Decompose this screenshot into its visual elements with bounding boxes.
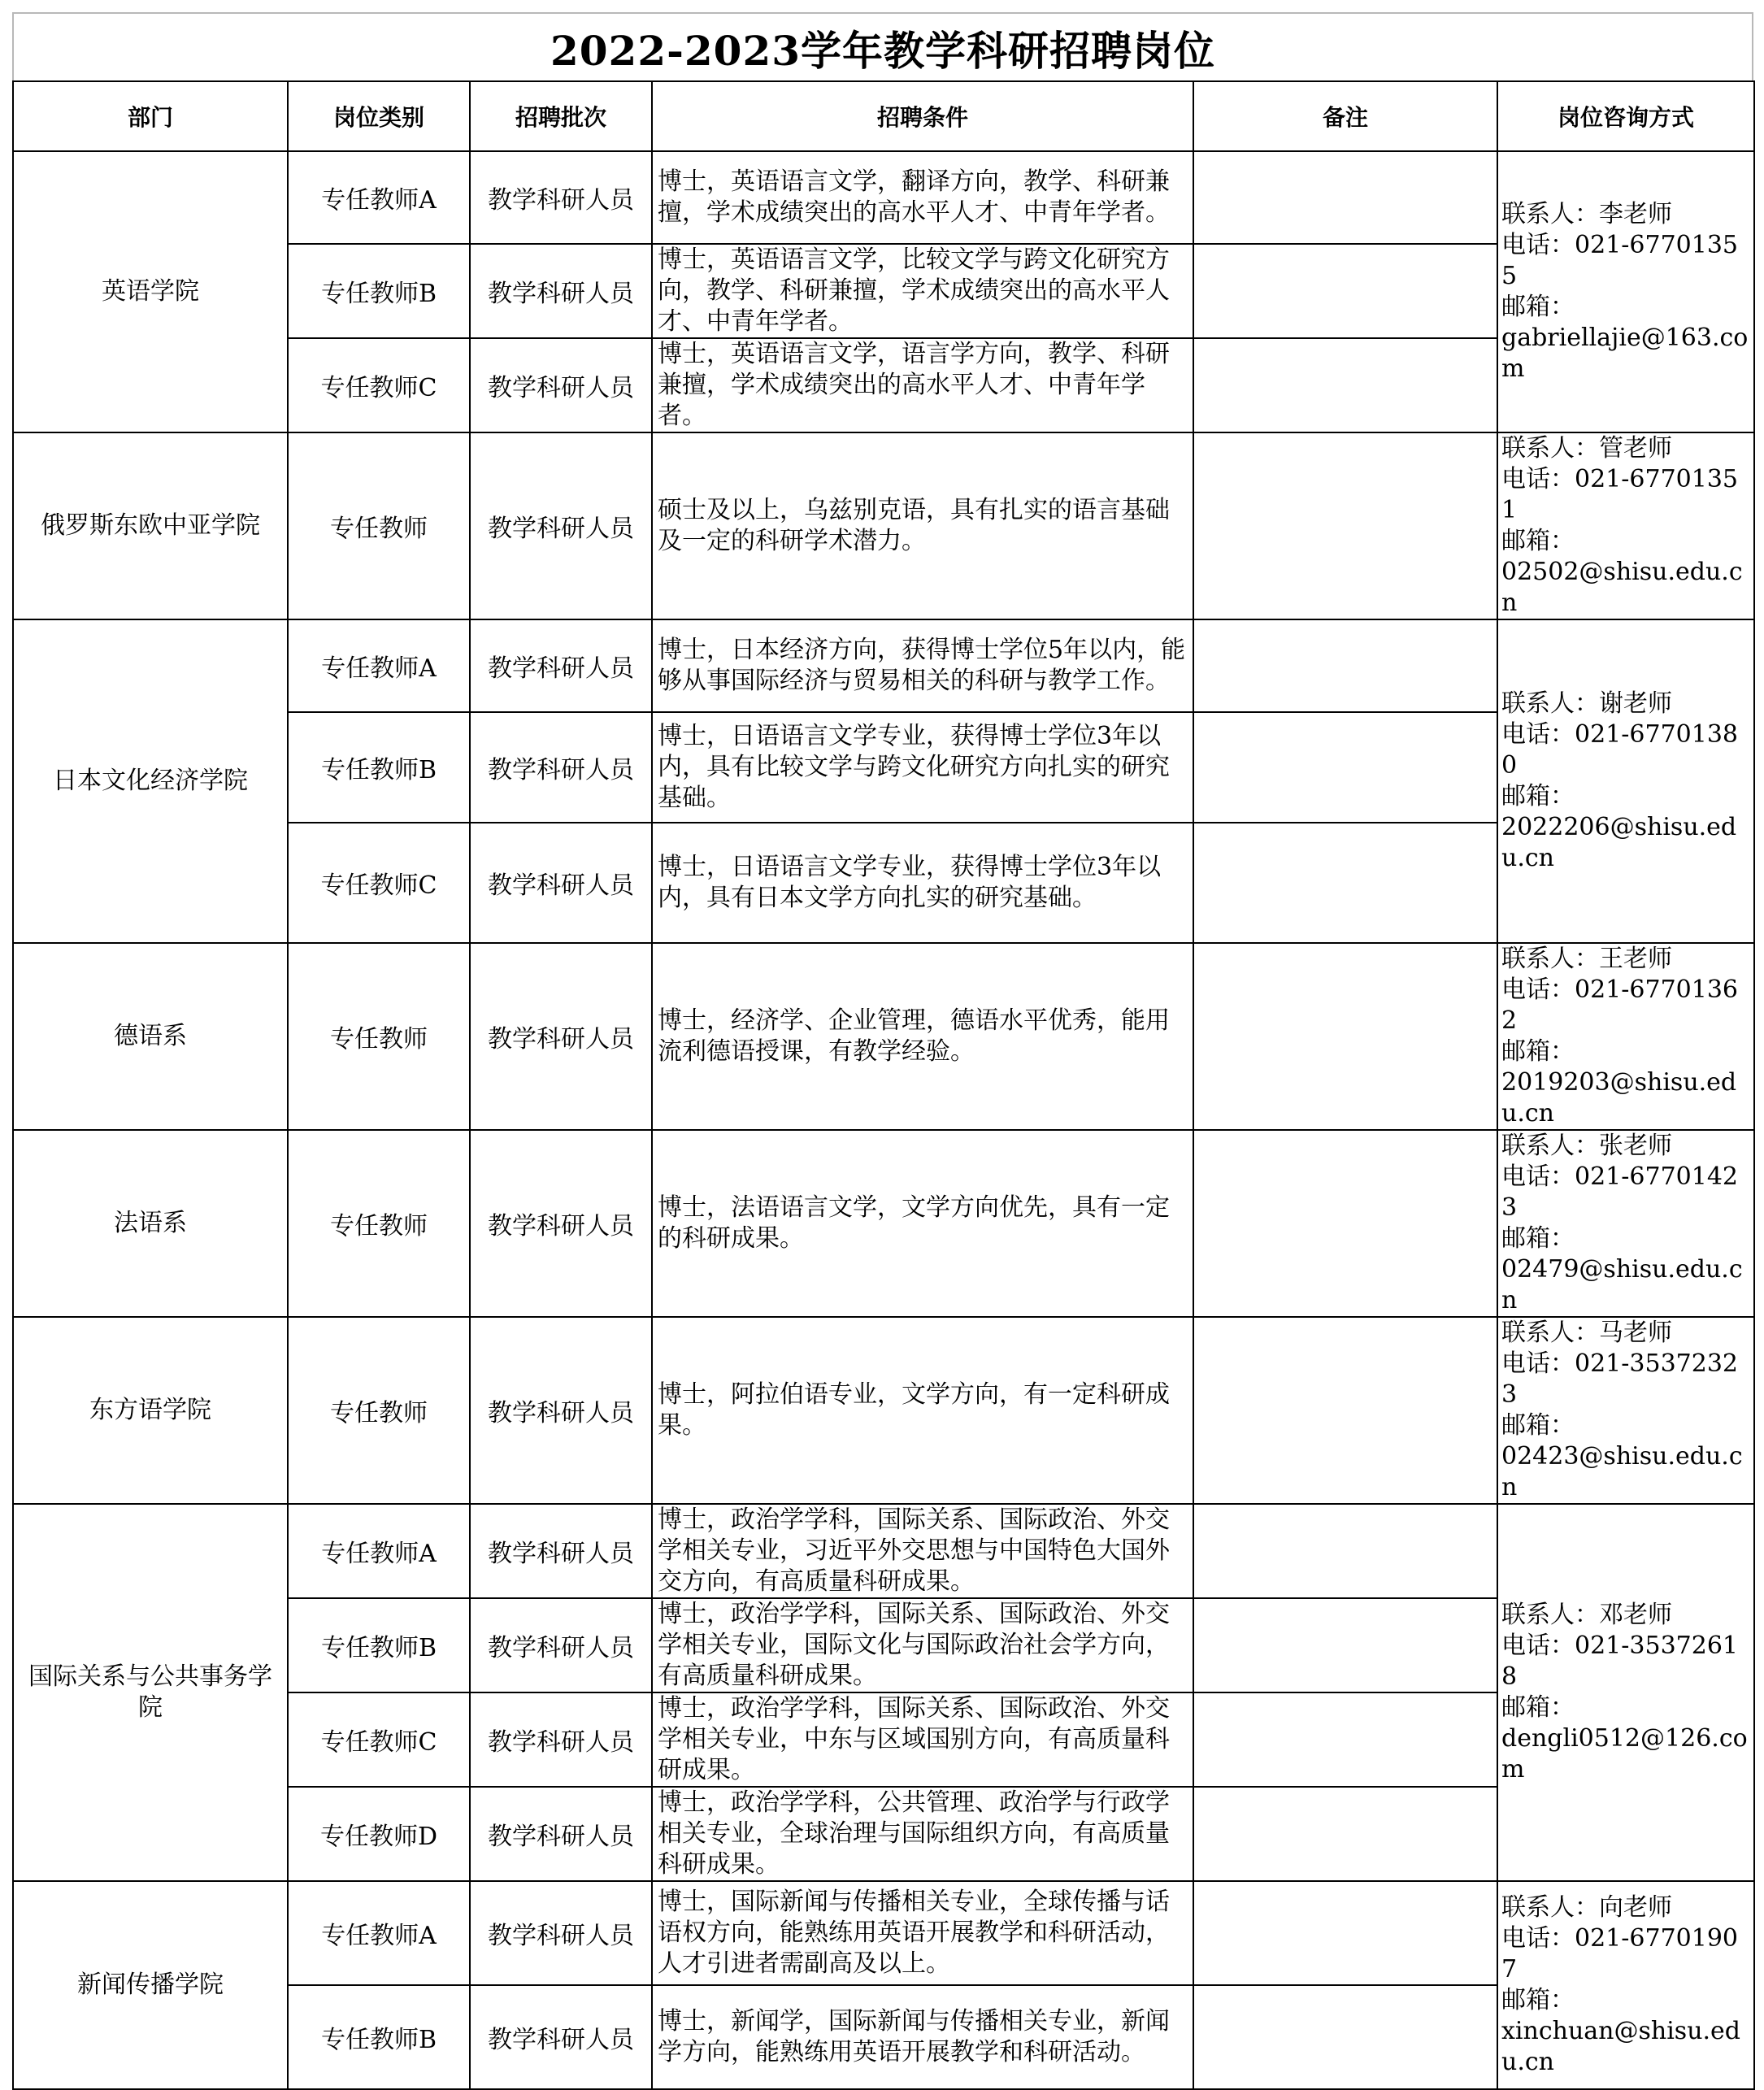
position-type-cell: 专任教师B bbox=[288, 1598, 470, 1692]
position-type-cell: 专任教师A bbox=[288, 1504, 470, 1598]
contact-cell: 联系人：张老师 电话：021-67701423 邮箱： 02479@shisu.edu.cn bbox=[1497, 1130, 1754, 1317]
table-body bbox=[13, 151, 1754, 2089]
batch-cell: 教学科研人员 bbox=[470, 1787, 652, 1881]
conditions-cell: 博士，日本经济方向，获得博士学位5年以内，能够从事国际经济与贸易相关的科研与教学工作。 bbox=[652, 619, 1193, 712]
conditions-cell: 博士，法语语言文学，文学方向优先，具有一定的科研成果。 bbox=[652, 1130, 1193, 1317]
conditions-cell: 博士，英语语言文学，翻译方向，教学、科研兼擅，学术成绩突出的高水平人才、中青年学者。 bbox=[652, 151, 1193, 244]
conditions-cell: 博士，日语语言文学专业，获得博士学位3年以内，具有比较文学与跨文化研究方向扎实的研究基础。 bbox=[652, 712, 1193, 823]
conditions-cell: 博士，政治学学科，国际关系、国际政治、外交学相关专业，国际文化与国际政治社会学方向，有高质量科研成果。 bbox=[652, 1598, 1193, 1692]
note-cell bbox=[1193, 1787, 1497, 1881]
table-row bbox=[13, 432, 1754, 619]
contact-cell: 联系人：王老师 电话：021-67701362 邮箱： 2019203@shisu.edu.cn bbox=[1497, 943, 1754, 1130]
conditions-cell: 硕士及以上，乌兹别克语，具有扎实的语言基础及一定的科研学术潜力。 bbox=[652, 432, 1193, 619]
department-cell: 日本文化经济学院 bbox=[13, 619, 288, 943]
conditions-cell: 博士，政治学学科，国际关系、国际政治、外交学相关专业，中东与区域国别方向，有高质量科研成果。 bbox=[652, 1692, 1193, 1787]
batch-cell: 教学科研人员 bbox=[470, 1317, 652, 1504]
table-row bbox=[13, 619, 1754, 712]
position-type-cell: 专任教师C bbox=[288, 823, 470, 943]
header-batch: 招聘批次 bbox=[470, 81, 652, 151]
contact-cell: 联系人：马老师 电话：021-35372323 邮箱： 02423@shisu.edu.cn bbox=[1497, 1317, 1754, 1504]
note-cell bbox=[1193, 619, 1497, 712]
department-cell: 东方语学院 bbox=[13, 1317, 288, 1504]
contact-cell: 联系人：管老师 电话：021-67701351 邮箱： 02502@shisu.edu.cn bbox=[1497, 432, 1754, 619]
department-cell: 英语学院 bbox=[13, 151, 288, 432]
department-cell: 法语系 bbox=[13, 1130, 288, 1317]
header-contact: 岗位咨询方式 bbox=[1497, 81, 1754, 151]
conditions-cell: 博士，日语语言文学专业，获得博士学位3年以内，具有日本文学方向扎实的研究基础。 bbox=[652, 823, 1193, 943]
conditions-cell: 博士，政治学学科，公共管理、政治学与行政学相关专业，全球治理与国际组织方向，有高质量科研成果。 bbox=[652, 1787, 1193, 1881]
batch-cell: 教学科研人员 bbox=[470, 1881, 652, 1985]
position-type-cell: 专任教师D bbox=[288, 1787, 470, 1881]
batch-cell: 教学科研人员 bbox=[470, 619, 652, 712]
department-cell: 新闻传播学院 bbox=[13, 1881, 288, 2089]
note-cell bbox=[1193, 1317, 1497, 1504]
recruitment-sheet bbox=[12, 12, 1753, 2076]
batch-cell: 教学科研人员 bbox=[470, 943, 652, 1130]
positions-table bbox=[12, 80, 1755, 2090]
batch-cell: 教学科研人员 bbox=[470, 1598, 652, 1692]
note-cell bbox=[1193, 151, 1497, 244]
position-type-cell: 专任教师B bbox=[288, 1985, 470, 2089]
position-type-cell: 专任教师 bbox=[288, 1130, 470, 1317]
header-dept: 部门 bbox=[13, 81, 288, 151]
batch-cell: 教学科研人员 bbox=[470, 244, 652, 338]
department-cell: 德语系 bbox=[13, 943, 288, 1130]
note-cell bbox=[1193, 1881, 1497, 1985]
conditions-cell: 博士，政治学学科，国际关系、国际政治、外交学相关专业，习近平外交思想与中国特色大国外交方向，有高质量科研成果。 bbox=[652, 1504, 1193, 1598]
contact-cell: 联系人：李老师 电话：021-67701355 邮箱： gabriellajie@163.com bbox=[1497, 151, 1754, 432]
note-cell bbox=[1193, 943, 1497, 1130]
position-type-cell: 专任教师 bbox=[288, 943, 470, 1130]
note-cell bbox=[1193, 338, 1497, 432]
note-cell bbox=[1193, 1130, 1497, 1317]
conditions-cell: 博士，英语语言文学，语言学方向，教学、科研兼擅，学术成绩突出的高水平人才、中青年学者。 bbox=[652, 338, 1193, 432]
position-type-cell: 专任教师A bbox=[288, 1881, 470, 1985]
note-cell bbox=[1193, 712, 1497, 823]
header-conditions: 招聘条件 bbox=[652, 81, 1193, 151]
note-cell bbox=[1193, 244, 1497, 338]
batch-cell: 教学科研人员 bbox=[470, 338, 652, 432]
note-cell bbox=[1193, 823, 1497, 943]
department-cell: 俄罗斯东欧中亚学院 bbox=[13, 432, 288, 619]
department-cell: 国际关系与公共事务学院 bbox=[13, 1504, 288, 1881]
sheet-title: 2022-2023学年教学科研招聘岗位 bbox=[12, 12, 1753, 82]
conditions-cell: 博士，国际新闻与传播相关专业，全球传播与话语权方向，能熟练用英语开展教学和科研活动，人才引进者需副高及以上。 bbox=[652, 1881, 1193, 1985]
batch-cell: 教学科研人员 bbox=[470, 432, 652, 619]
position-type-cell: 专任教师C bbox=[288, 338, 470, 432]
conditions-cell: 博士，英语语言文学，比较文学与跨文化研究方向，教学、科研兼擅，学术成绩突出的高水平人才、中青年学者。 bbox=[652, 244, 1193, 338]
contact-cell: 联系人：向老师 电话：021-67701907 邮箱： xinchuan@shisu.edu.cn bbox=[1497, 1881, 1754, 2089]
position-type-cell: 专任教师C bbox=[288, 1692, 470, 1787]
table-row bbox=[13, 1130, 1754, 1317]
position-type-cell: 专任教师B bbox=[288, 712, 470, 823]
conditions-cell: 博士，经济学、企业管理，德语水平优秀，能用流利德语授课，有教学经验。 bbox=[652, 943, 1193, 1130]
table-row bbox=[13, 1881, 1754, 1985]
conditions-cell: 博士，阿拉伯语专业，文学方向，有一定科研成果。 bbox=[652, 1317, 1193, 1504]
position-type-cell: 专任教师A bbox=[288, 619, 470, 712]
table-row bbox=[13, 943, 1754, 1130]
contact-cell: 联系人：谢老师 电话：021-67701380 邮箱： 2022206@shisu.edu.cn bbox=[1497, 619, 1754, 943]
batch-cell: 教学科研人员 bbox=[470, 823, 652, 943]
header-type: 岗位类别 bbox=[288, 81, 470, 151]
position-type-cell: 专任教师A bbox=[288, 151, 470, 244]
position-type-cell: 专任教师B bbox=[288, 244, 470, 338]
conditions-cell: 博士，新闻学，国际新闻与传播相关专业，新闻学方向，能熟练用英语开展教学和科研活动。 bbox=[652, 1985, 1193, 2089]
batch-cell: 教学科研人员 bbox=[470, 151, 652, 244]
position-type-cell: 专任教师 bbox=[288, 432, 470, 619]
header-note: 备注 bbox=[1193, 81, 1497, 151]
note-cell bbox=[1193, 1598, 1497, 1692]
batch-cell: 教学科研人员 bbox=[470, 1504, 652, 1598]
table-row bbox=[13, 1317, 1754, 1504]
batch-cell: 教学科研人员 bbox=[470, 1692, 652, 1787]
position-type-cell: 专任教师 bbox=[288, 1317, 470, 1504]
note-cell bbox=[1193, 432, 1497, 619]
batch-cell: 教学科研人员 bbox=[470, 1985, 652, 2089]
header-row bbox=[13, 81, 1754, 151]
contact-cell: 联系人：邓老师 电话：021-35372618 邮箱： dengli0512@126.com bbox=[1497, 1504, 1754, 1881]
table-row bbox=[13, 151, 1754, 244]
note-cell bbox=[1193, 1504, 1497, 1598]
note-cell bbox=[1193, 1692, 1497, 1787]
table-row bbox=[13, 1504, 1754, 1598]
batch-cell: 教学科研人员 bbox=[470, 1130, 652, 1317]
note-cell bbox=[1193, 1985, 1497, 2089]
batch-cell: 教学科研人员 bbox=[470, 712, 652, 823]
